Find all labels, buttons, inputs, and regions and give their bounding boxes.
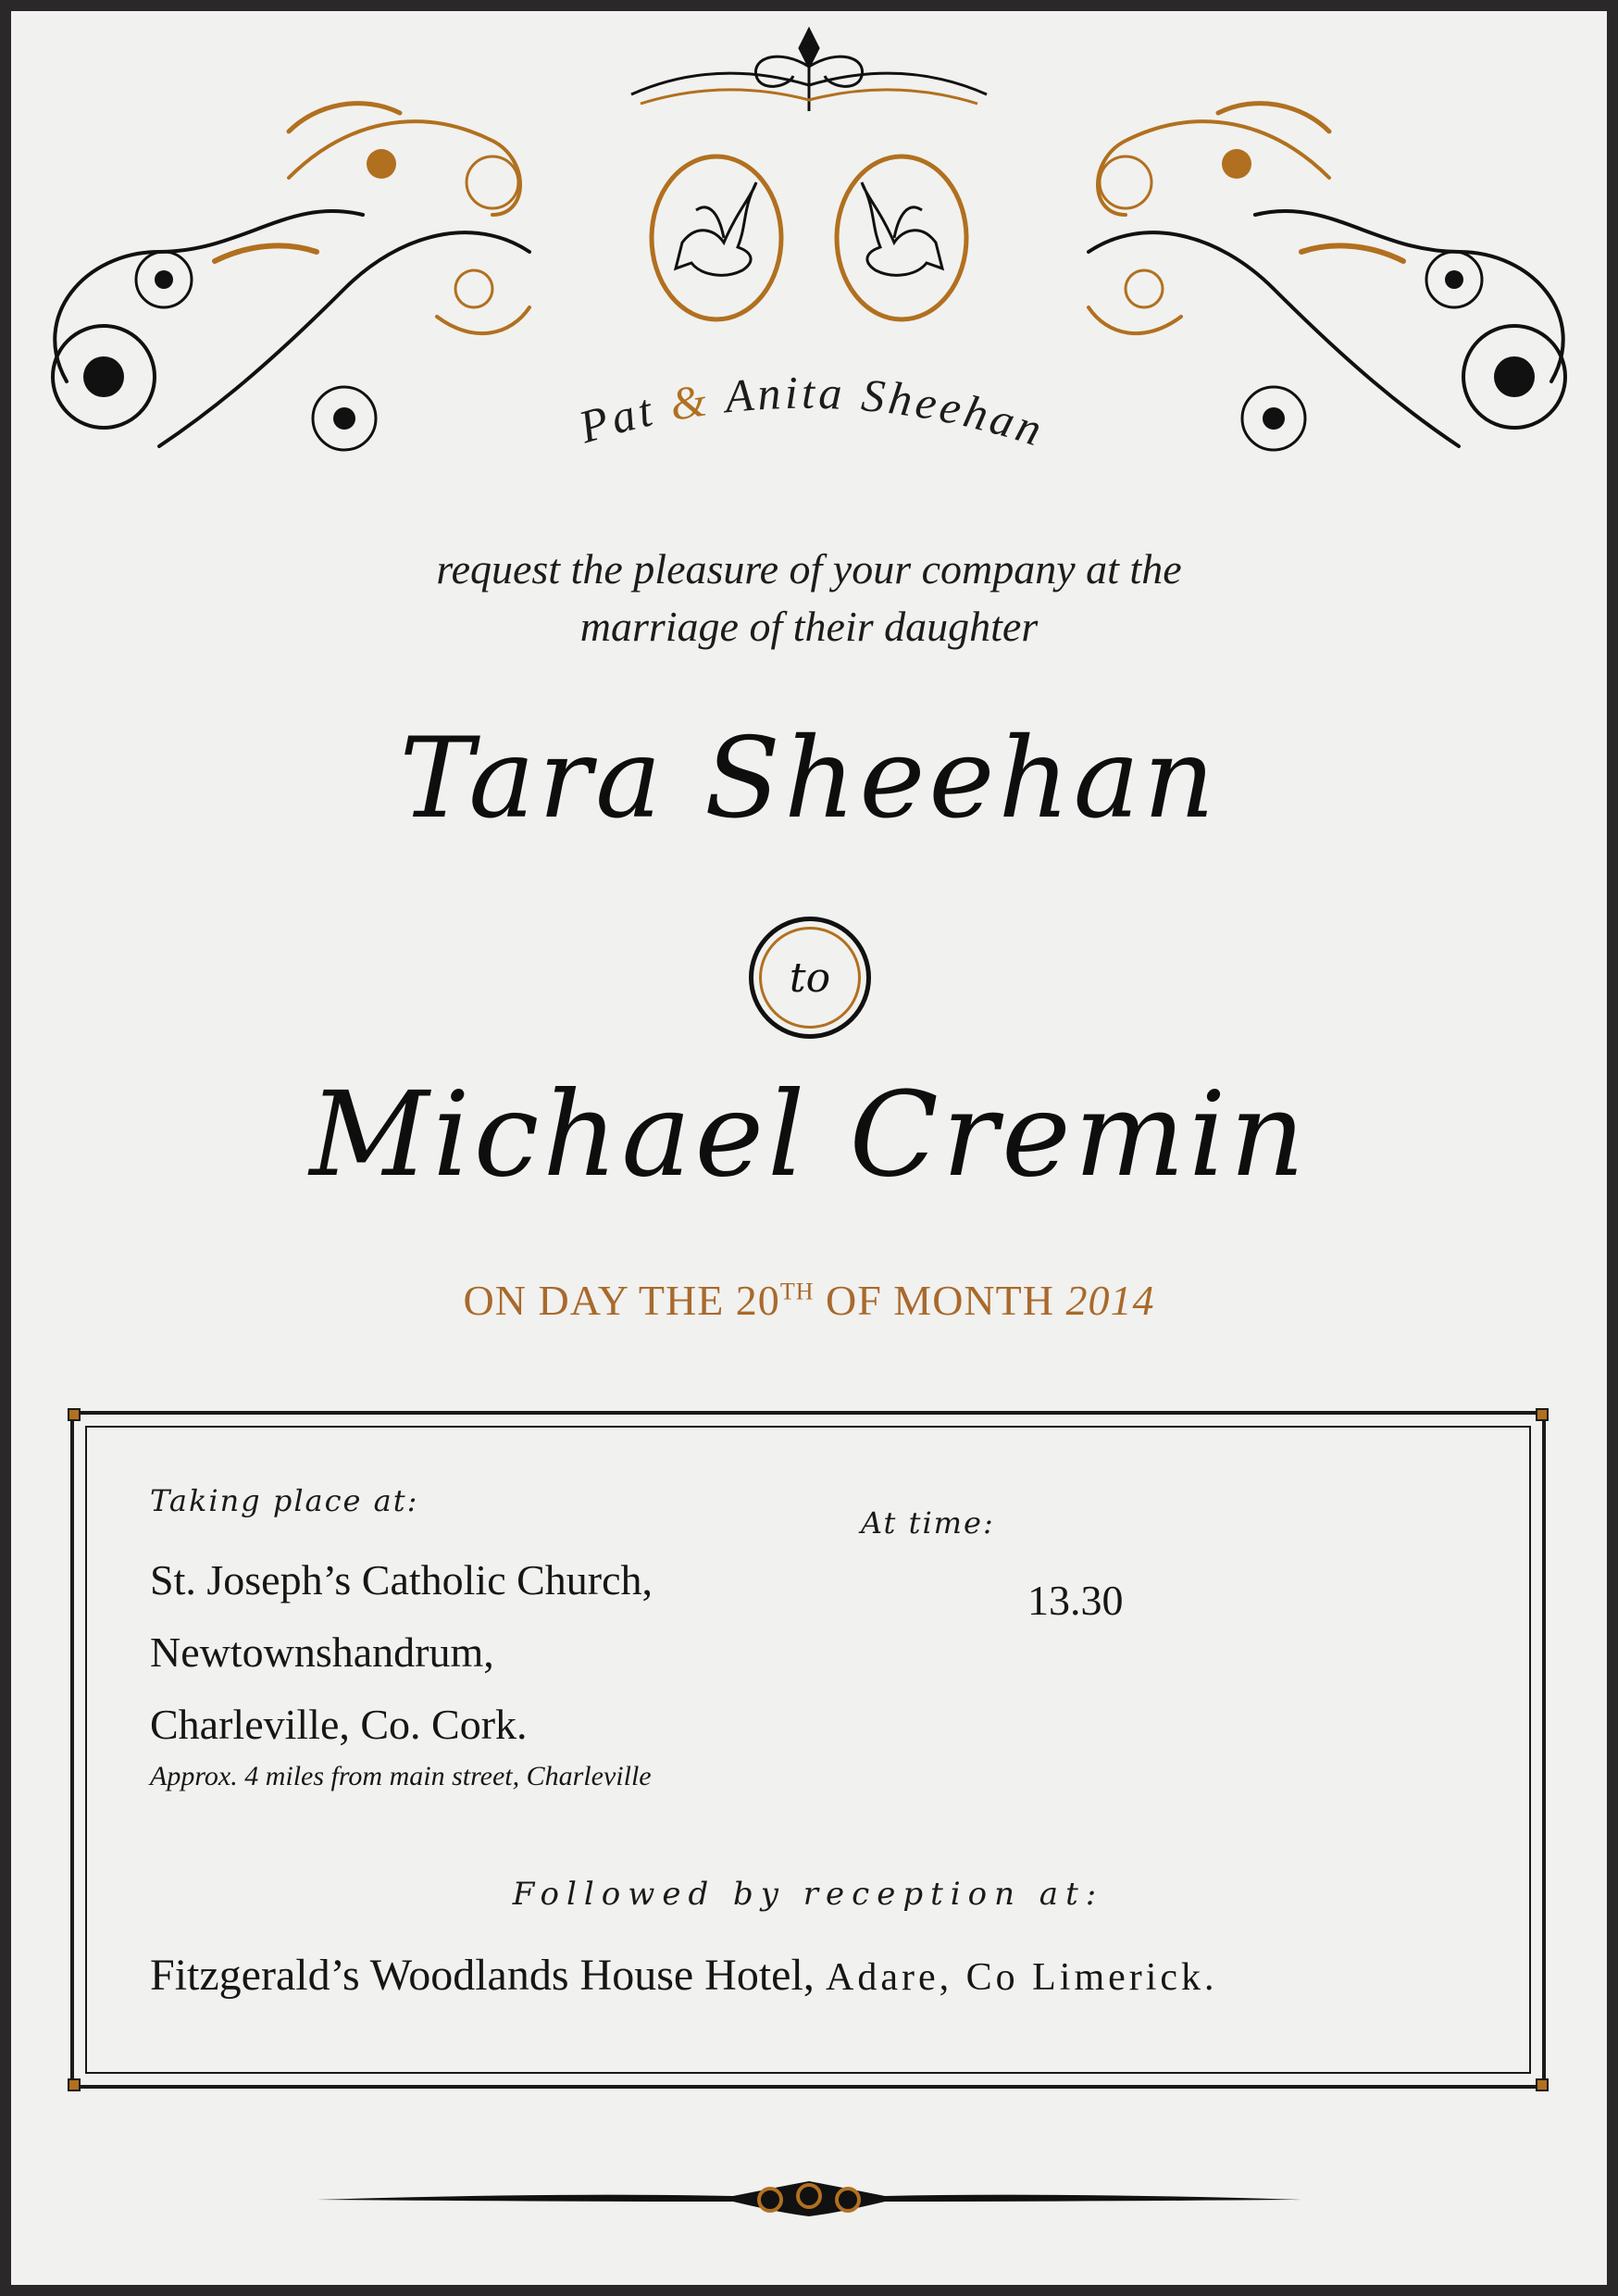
reception-hotel: Fitzgerald’s Woodlands House Hotel, xyxy=(150,1951,815,2000)
reception-label: Followed by reception at: xyxy=(512,1876,1104,1913)
directions-note: Approx. 4 miles from main street, Charleville xyxy=(150,1761,652,1791)
details-frame xyxy=(70,1411,1546,2089)
corner-ornament xyxy=(1536,2078,1549,2091)
bride-name: Tara Sheehan xyxy=(399,715,1219,843)
ceremony-venue xyxy=(150,1544,653,1761)
place-label: Taking place at: xyxy=(150,1483,419,1518)
request-line-2: marriage of their daughter xyxy=(579,603,1039,650)
date-suffix: TH xyxy=(779,1278,815,1305)
groom-name: Michael Cremin xyxy=(309,1067,1309,1203)
right-scroll-ornament xyxy=(1089,104,1565,450)
header-ornament xyxy=(11,11,1607,530)
request-line-1: request the pleasure of your company at the xyxy=(436,545,1182,593)
reception-venue xyxy=(150,1950,1218,2001)
venue-line: Charleville, Co. Cork. xyxy=(150,1701,528,1748)
venue-line: Newtownshandrum, xyxy=(150,1628,494,1676)
ceremony-time: 13.30 xyxy=(1027,1577,1124,1624)
venue-line: St. Joseph’s Catholic Church, xyxy=(150,1556,653,1603)
details-inner xyxy=(85,1426,1531,2074)
corner-ornament xyxy=(68,1408,81,1421)
footer-ornament xyxy=(317,2168,1301,2224)
reception-location: Adare, Co Limerick. xyxy=(814,1956,1218,1999)
fleur-de-lis-icon xyxy=(631,30,987,111)
wedding-date xyxy=(11,1276,1607,1325)
request-text xyxy=(11,541,1607,655)
invitation-card xyxy=(11,11,1607,2285)
date-month: OF MONTH xyxy=(814,1277,1066,1324)
date-prefix: ON DAY THE 20 xyxy=(463,1277,780,1324)
time-label: At time: xyxy=(861,1505,995,1541)
dove-icon xyxy=(837,156,966,319)
to-medallion xyxy=(749,917,871,1039)
to-label: to xyxy=(759,927,861,1029)
left-scroll-ornament xyxy=(53,104,529,450)
dove-icon xyxy=(652,156,781,319)
corner-ornament xyxy=(1536,1408,1549,1421)
date-year: 2014 xyxy=(1065,1277,1155,1324)
corner-ornament xyxy=(68,2078,81,2091)
host-names: Pat & Anita Sheehan xyxy=(573,366,1052,457)
